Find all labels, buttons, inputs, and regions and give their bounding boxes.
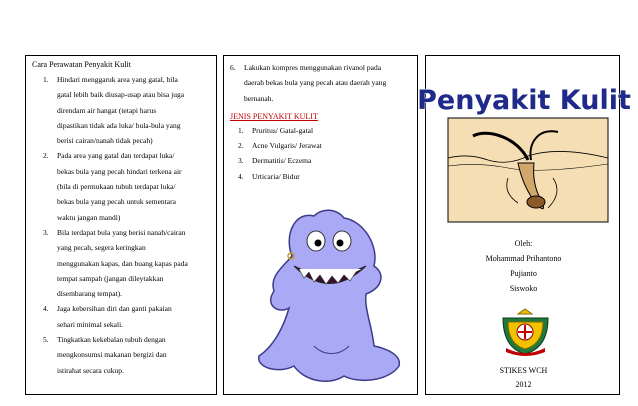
author-block <box>426 236 621 296</box>
item-line: istirahat secara cukup. <box>57 365 124 375</box>
author-name: Mohammad Prihantono <box>485 254 562 263</box>
item-line: disembarang tempat). <box>57 289 122 299</box>
types-heading: JENIS PENYAKIT KULIT <box>230 111 318 121</box>
item-line: waktu jangan mandi) <box>57 212 121 222</box>
care-list <box>32 72 210 378</box>
item-number: 1. <box>43 75 49 84</box>
types-list <box>230 123 411 184</box>
by-label: Oleh: <box>514 239 533 248</box>
item-line: berisi cairan/nanah tidak pecah) <box>57 136 153 146</box>
item-line: sehari minimal sekali. <box>57 319 124 329</box>
institution-name: STIKES WCH <box>499 366 548 375</box>
item-line: menggunakan kapas, dan buang kapas pada <box>57 258 188 268</box>
item-line: Jaga kebersihan diri dan ganti pakaian <box>57 304 172 314</box>
item-line: tempat sampah (jangan dileytakkan <box>57 273 164 283</box>
type-item <box>238 138 411 153</box>
item-line: Tingkatkan kekebalan tubuh dengan <box>57 335 166 345</box>
item-line: bekas bula yang pecah untuk sementara <box>57 197 176 207</box>
item-line: Pada area yang gatal dan terdapat luka/ <box>57 151 175 161</box>
care-item-5 <box>40 332 210 378</box>
item-line: Lakukan kompres menggunakan rivanol pada <box>244 63 382 72</box>
item-line: dipastikan tidak ada luka/ bula-bula yang <box>57 120 181 130</box>
care-title: Cara Perawatan Penyakit Kulit <box>32 60 131 69</box>
cover-title-text: Penyakit Kulit <box>417 85 631 116</box>
type-item <box>238 169 411 184</box>
type-label: Acne Vulgaris/ Jerawat <box>252 141 322 151</box>
care-item-3 <box>40 225 210 301</box>
left-panel <box>25 55 217 395</box>
type-label: Pruritus/ Gatal-gatal <box>252 125 314 135</box>
item-line: gatal lebih baik diusap-usap atau bisa juga <box>57 90 185 100</box>
item-number: 2. <box>43 151 49 161</box>
cover-panel <box>417 55 631 395</box>
item-line: bernanah. <box>244 93 274 103</box>
item-line: direndam air hangat (tetapi harus <box>57 105 157 115</box>
item-line: yang pecah, segera keringkan <box>57 243 146 253</box>
care-item-6 <box>230 60 411 106</box>
item-line: bekas bula yang pecah hindari terkena air <box>57 166 182 176</box>
item-number: 3. <box>238 156 244 166</box>
author-name: Pujianto <box>510 269 537 278</box>
item-line: daerah bekas bula yang pecah atau daerah yang <box>244 78 387 88</box>
type-item <box>238 123 411 138</box>
care-item-4 <box>40 301 210 332</box>
item-number: 5. <box>43 335 49 345</box>
type-label: Urticaria/ Bidur <box>252 171 300 181</box>
item-number: 4. <box>238 171 244 181</box>
year: 2012 <box>515 380 532 389</box>
middle-panel <box>223 55 418 395</box>
author-name: Siswoko <box>509 284 538 293</box>
type-label: Dermatitis/ Eczema <box>252 156 312 166</box>
skin-follicle-illustration <box>448 118 608 222</box>
cover-title <box>417 78 631 118</box>
type-item <box>238 153 411 168</box>
item-line: (bila di permukaan tubuh terdapat luka/ <box>57 182 176 192</box>
care-item-2 <box>40 148 210 224</box>
item-number: 6. <box>230 63 236 72</box>
item-line: Bila terdapat bula yang berisi nanah/cairan <box>57 227 186 237</box>
monster-illustration <box>254 196 404 391</box>
item-number: 3. <box>43 227 49 237</box>
item-number: 2. <box>238 141 244 151</box>
item-number: 1. <box>238 125 244 135</box>
item-line: mengkonsumsi makanan bergizi dan <box>57 350 167 360</box>
care-item-1 <box>40 72 210 148</box>
footer-block <box>426 364 621 392</box>
item-line: Hindari menggaruk area yang gatal, bila <box>57 75 178 84</box>
item-number: 4. <box>43 304 49 314</box>
institution-emblem <box>498 308 553 356</box>
